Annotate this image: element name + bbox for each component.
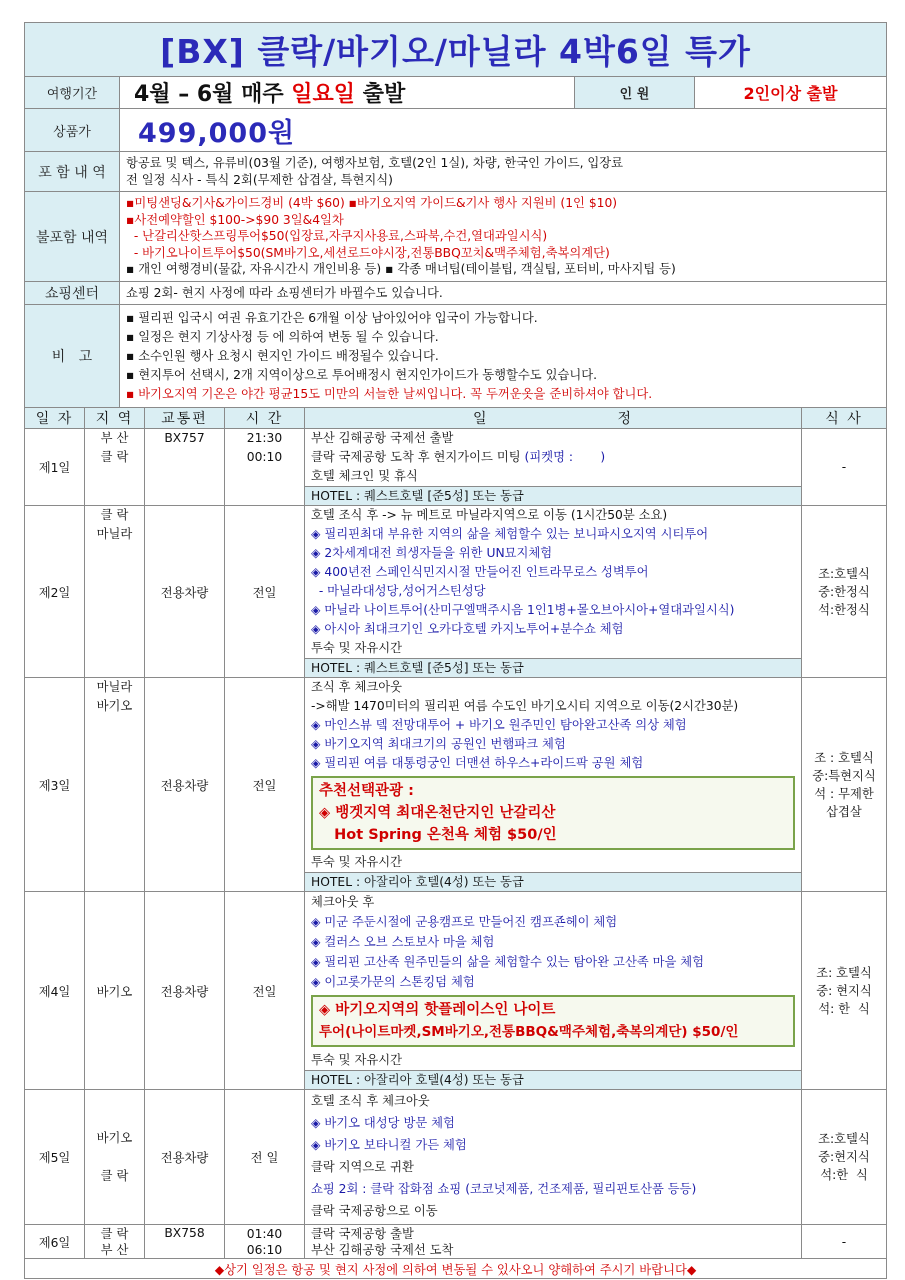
optional-tour-line: ◈ 뱅겟지역 최대온천단지인 난갈리산 bbox=[319, 805, 556, 821]
itinerary-line: 쇼핑 2회 : 클락 잡화점 쇼핑 (코코넛제품, 건조제품, 필리핀토산품 등등) bbox=[311, 1182, 697, 1196]
header-meal: 식 사 bbox=[802, 408, 887, 429]
remark-line: ▪ 일정은 현지 기상사정 등 에 의하여 변동 될 수 있습니다. bbox=[126, 329, 439, 344]
itinerary-line: - 마닐라대성당,성어거스틴성당 bbox=[311, 584, 486, 598]
region-name: 부 산 bbox=[100, 1242, 129, 1257]
day-label: 제2일 bbox=[25, 506, 85, 678]
meal-cell bbox=[802, 1090, 887, 1225]
hotel-line: HOTEL : 퀘스트호텔 [준5성] 또는 동급 bbox=[305, 658, 801, 677]
meal-cell: - bbox=[802, 429, 887, 506]
itinerary-cell bbox=[305, 1225, 802, 1259]
region-cell bbox=[85, 1090, 145, 1225]
transport-cell: BX758 bbox=[145, 1225, 225, 1259]
meal-line: 중: 현지식 bbox=[816, 983, 872, 998]
itinerary-cell bbox=[305, 429, 802, 506]
itinerary-line: 부산 김해공항 국제선 도착 bbox=[311, 1242, 454, 1257]
meal-line: 조:호텔식 bbox=[818, 566, 870, 581]
itinerary-line: ◈ 2차세계대전 희생자들을 위한 UN묘지체험 bbox=[311, 546, 553, 560]
meal-line: 석 : 무제한 bbox=[814, 786, 874, 801]
footer-notice: ◆상기 일정은 항공 및 현지 사정에 의하여 변동될 수 있사오니 양해하여 주시기 바랍니다◆ bbox=[25, 1259, 887, 1279]
transport-cell: 전용차량 bbox=[145, 1090, 225, 1225]
excluded-line: ▪ 개인 여행경비(물값, 자유시간시 개인비용 등) ▪ 각종 매너팁(테이블팁, 객실팁, 포터비, 마사지팁 등) bbox=[126, 262, 676, 277]
region-cell bbox=[85, 429, 145, 506]
header-itinerary: 일 정 bbox=[305, 408, 802, 429]
itinerary-line: ◈ 미군 주둔시절에 군용캠프로 만들어진 캠프죤헤이 체험 bbox=[311, 915, 618, 929]
people-value: 2인이상 출발 bbox=[695, 77, 887, 109]
day-row-6 bbox=[25, 1225, 887, 1259]
itinerary-line: ◈ 컬러스 오브 스토보사 마을 체험 bbox=[311, 935, 495, 949]
itinerary-line: 클락 국제공항 출발 bbox=[311, 1226, 414, 1241]
itinerary-line: 호텔 조식 후 체크아웃 bbox=[311, 1094, 430, 1108]
itinerary-line: ◈ 바기오지역 최대크기의 공원인 번햄파크 체험 bbox=[311, 737, 566, 751]
time-cell: 전일 bbox=[225, 892, 305, 1090]
itinerary-line: ◈ 필리핀 여름 대통령궁인 더맨션 하우스+라이드팍 공원 체험 bbox=[311, 756, 644, 770]
transport-cell: 전용차량 bbox=[145, 678, 225, 892]
page-title: [BX] 클락/바기오/마닐라 4박6일 특가 bbox=[25, 23, 887, 77]
itinerary-cell bbox=[305, 678, 802, 892]
region-cell bbox=[85, 678, 145, 892]
meal-line: 중:현지식 bbox=[818, 1150, 870, 1164]
transport-cell: 전용차량 bbox=[145, 892, 225, 1090]
remark-line: ▪ 필리핀 입국시 여권 유효기간은 6개월 이상 남아있어야 입국이 가능합니다. bbox=[126, 310, 538, 325]
people-label: 인 원 bbox=[575, 77, 695, 109]
time-value: 01:40 bbox=[246, 1226, 283, 1241]
header-transport: 교통편 bbox=[145, 408, 225, 429]
itinerary-line: ◈ 바기오 보타니컬 가든 체험 bbox=[311, 1138, 467, 1152]
time-cell: 전일 bbox=[225, 506, 305, 678]
meal-cell bbox=[802, 506, 887, 678]
region-name: 바기오 bbox=[96, 1131, 133, 1145]
included-label: 포 함 내 역 bbox=[25, 152, 120, 192]
shopping-text: 쇼핑 2회- 현지 사정에 따라 쇼핑센터가 바뀔수도 있습니다. bbox=[120, 282, 887, 305]
included-line: 항공료 및 텍스, 유류비(03월 기준), 여행자보험, 호텔(2인 1실), 차량, 한국인 가이드, 입장료 bbox=[126, 156, 624, 170]
day-row-1 bbox=[25, 429, 887, 506]
transport-cell: BX757 bbox=[145, 429, 225, 506]
excluded-list bbox=[120, 192, 887, 282]
time-value: 00:10 bbox=[246, 450, 283, 464]
time-value: 21:30 bbox=[246, 431, 283, 445]
remarks-label: 비 고 bbox=[25, 305, 120, 408]
transport-cell: 전용차량 bbox=[145, 506, 225, 678]
meal-line: 조: 호텔식 bbox=[816, 965, 872, 980]
region-name: 부 산 bbox=[100, 431, 129, 445]
day-label: 제5일 bbox=[25, 1090, 85, 1225]
meal-line: 삽겹살 bbox=[826, 804, 862, 819]
meal-line: 중:특현지식 bbox=[812, 768, 876, 783]
included-list bbox=[120, 152, 887, 192]
itinerary-line: ◈ 필리핀최대 부유한 지역의 삶을 체험할수 있는 보니파시오지역 시티투어 bbox=[311, 527, 709, 541]
meal-line: 중:한정식 bbox=[818, 584, 870, 599]
itinerary-line: ◈ 400년전 스페인식민지시절 만들어진 인트라무로스 성벽투어 bbox=[311, 565, 649, 579]
day-row-4 bbox=[25, 892, 887, 1090]
day-label: 제3일 bbox=[25, 678, 85, 892]
header-region: 지 역 bbox=[85, 408, 145, 429]
region-name: 클 락 bbox=[100, 450, 129, 464]
region-cell bbox=[85, 1225, 145, 1259]
time-cell: 전 일 bbox=[225, 1090, 305, 1225]
region-name: 마닐라 bbox=[96, 680, 133, 694]
region-name: 마닐라 bbox=[96, 527, 133, 541]
optional-tour-line: 투어(나이트마켓,SM바기오,전통BBQ&맥주체험,축복의계단) $50/인 bbox=[319, 1024, 739, 1040]
excluded-label: 불포함 내역 bbox=[25, 192, 120, 282]
remarks-list bbox=[120, 305, 887, 408]
itinerary-line: ◈ 이고롯가문의 스톤킹덤 체험 bbox=[311, 975, 475, 989]
itinerary-cell bbox=[305, 506, 802, 678]
itinerary-line: 호텔 체크인 및 휴식 bbox=[311, 469, 418, 483]
itinerary-line: ◈ 마닐라 나이트투어(산미구엘맥주시음 1인1병+몰오브아시아+열대과일시식) bbox=[311, 603, 735, 617]
itinerary-line: ->해발 1470미터의 필리핀 여름 수도인 바기오시티 지역으로 이동(2시간30분) bbox=[311, 699, 739, 713]
day-row-2 bbox=[25, 506, 887, 678]
optional-tour-box bbox=[311, 776, 795, 850]
region-cell: 바기오 bbox=[85, 892, 145, 1090]
itinerary-page bbox=[24, 22, 886, 1279]
excluded-line: ▪사전예약할인 $100->$90 3일&4일차 bbox=[126, 212, 344, 227]
hotel-line: HOTEL : 아잘리아 호텔(4성) 또는 동급 bbox=[305, 1070, 801, 1089]
meal-cell bbox=[802, 892, 887, 1090]
day-row-5 bbox=[25, 1090, 887, 1225]
time-cell bbox=[225, 429, 305, 506]
itinerary-line: 클락 국제공항 도착 후 현지가이드 미팅 (피켓명 : ) bbox=[311, 450, 606, 464]
itinerary-cell bbox=[305, 892, 802, 1090]
itinerary-line: ◈ 아시아 최대크기인 오카다호텔 카지노투어+분수쇼 체험 bbox=[311, 622, 624, 636]
day-label: 제6일 bbox=[25, 1225, 85, 1259]
schedule-table bbox=[24, 407, 887, 1279]
itinerary-line: 클락 지역으로 귀환 bbox=[311, 1160, 414, 1174]
itinerary-line: ◈ 마인스뷰 뎈 전망대투어 + 바기오 원주민인 탐아완고산족 의상 체험 bbox=[311, 718, 687, 732]
time-cell bbox=[225, 1225, 305, 1259]
optional-tour-line: Hot Spring 온천욕 체험 $50/인 bbox=[319, 827, 557, 843]
hotel-line: HOTEL : 아잘리아 호텔(4성) 또는 동급 bbox=[305, 872, 801, 891]
shopping-label: 쇼핑센터 bbox=[25, 282, 120, 305]
header-day: 일 자 bbox=[25, 408, 85, 429]
itinerary-line: ◈ 필리핀 고산족 원주민들의 삶을 체험할수 있는 탐아완 고산족 마을 체험 bbox=[311, 955, 705, 969]
itinerary-line: 투숙 및 자유시간 bbox=[311, 855, 402, 869]
optional-tour-title: ◈ 바기오지역의 핫플레이스인 나이트 bbox=[319, 1002, 556, 1018]
product-info-table bbox=[24, 22, 887, 408]
meal-cell bbox=[802, 678, 887, 892]
included-line: 전 일정 식사 - 특식 2회(무제한 삽겹살, 특현지식) bbox=[126, 172, 393, 187]
remark-line: ▪ 현지투어 선택시, 2개 지역이상으로 투어배정시 현지인가이드가 동행할수도 있습니다. bbox=[126, 367, 598, 382]
price-label: 상품가 bbox=[25, 109, 120, 152]
day-label: 제4일 bbox=[25, 892, 85, 1090]
meal-line: 조:호텔식 bbox=[818, 1132, 870, 1146]
meal-cell: - bbox=[802, 1225, 887, 1259]
region-name: 클 락 bbox=[100, 508, 129, 522]
itinerary-line: 투숙 및 자유시간 bbox=[311, 1053, 402, 1067]
hotel-line: HOTEL : 퀘스트호텔 [준5성] 또는 동급 bbox=[305, 486, 801, 505]
remark-line: ▪ 소수인원 행사 요청시 현지인 가이드 배정될수 있습니다. bbox=[126, 348, 439, 363]
time-cell: 전일 bbox=[225, 678, 305, 892]
itinerary-line: 투숙 및 자유시간 bbox=[311, 641, 402, 655]
itinerary-line: 호텔 조식 후 -> 뉴 메트로 마닐라지역으로 이동 (1시간50분 소요) bbox=[311, 508, 668, 522]
excluded-line: - 난갈리산핫스프링투어$50(입장료,자쿠지사용료,스파북,수건,열대과일시식) bbox=[126, 229, 548, 244]
optional-tour-box bbox=[311, 995, 795, 1047]
day-label: 제1일 bbox=[25, 429, 85, 506]
header-time: 시 간 bbox=[225, 408, 305, 429]
itinerary-cell bbox=[305, 1090, 802, 1225]
period-label: 여행기간 bbox=[25, 77, 120, 109]
excluded-line: - 바기오나이트투어$50(SM바기오,세션로드야시장,전통BBQ꼬치&맥주체험,축복의계단) bbox=[126, 245, 610, 260]
excluded-line: ▪미팅샌딩&기사&가이드경비 (4박 $60) ▪바기오지역 가이드&기사 행사 지원비 (1인 $10) bbox=[126, 196, 618, 211]
remark-line: ▪ 바기오지역 기온은 야간 평균15도 미만의 서늘한 날씨입니다. 꼭 두꺼운옷을 준비하셔야 합니다. bbox=[126, 386, 653, 401]
meal-line: 석:한 식 bbox=[820, 1168, 868, 1182]
period-value: 4월 – 6월 매주 일요일 출발 bbox=[120, 77, 575, 109]
optional-tour-title: 추천선택관광 : bbox=[319, 783, 414, 799]
itinerary-line: ◈ 바기오 대성당 방문 체험 bbox=[311, 1116, 455, 1130]
itinerary-line: 체크아웃 후 bbox=[311, 895, 375, 909]
itinerary-line: 클락 국제공항으로 이동 bbox=[311, 1204, 438, 1218]
itinerary-line: 조식 후 체크아웃 bbox=[311, 680, 402, 694]
itinerary-line: 부산 김해공항 국제선 출발 bbox=[311, 431, 454, 445]
price-value: 499,000원 bbox=[120, 109, 887, 152]
region-name: 바기오 bbox=[96, 699, 133, 713]
meal-line: 조 : 호텔식 bbox=[814, 750, 874, 765]
day-row-3 bbox=[25, 678, 887, 892]
region-name: 클 락 bbox=[100, 1226, 129, 1241]
meal-line: 석:한정식 bbox=[818, 602, 870, 617]
time-value: 06:10 bbox=[246, 1242, 283, 1257]
region-cell bbox=[85, 506, 145, 678]
region-name: 클 락 bbox=[100, 1169, 129, 1183]
meal-line: 석: 한 식 bbox=[818, 1001, 870, 1016]
